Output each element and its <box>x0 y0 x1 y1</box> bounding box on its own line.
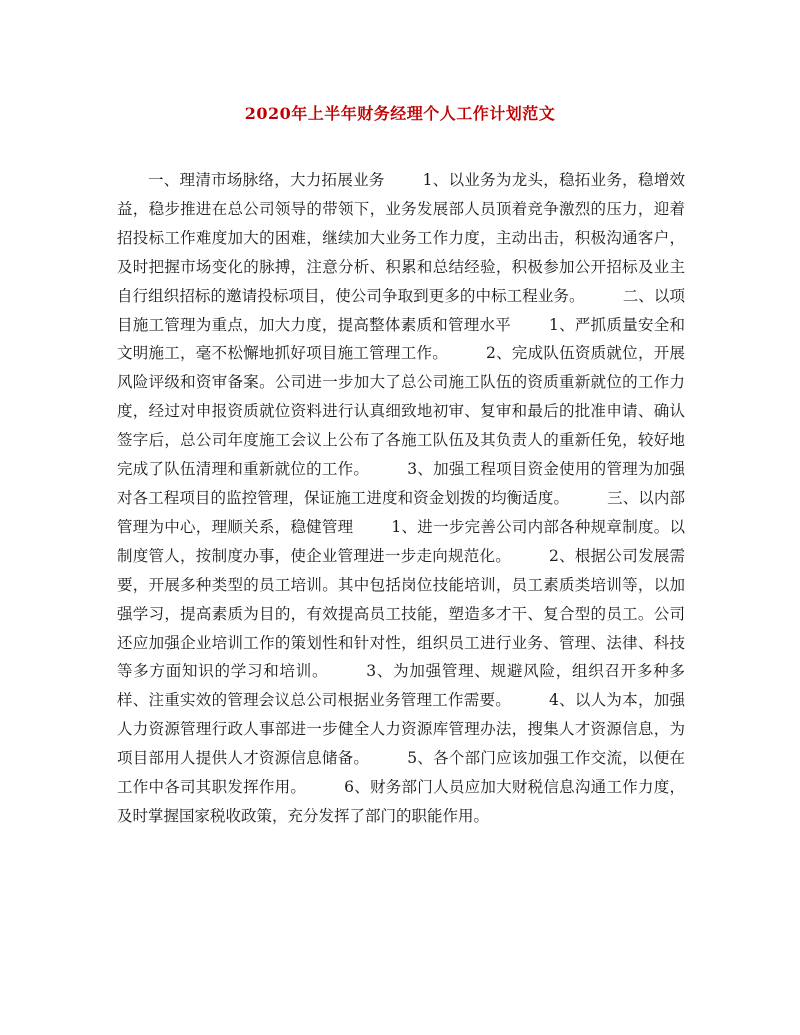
paragraph-segment: 3、加强工程项目资金使用的管理为加强对各工程项目的监控管理，保证施工进度和资金划拨的均衡适度。 <box>117 460 685 507</box>
section-heading-1: 一、理清市场脉络，大力拓展业务 <box>148 171 385 189</box>
paragraph-segment: 1、以业务为龙头，稳拓业务，稳增效益，稳步推进在总公司领导的带领下，业务发展部人员顶着竞争激烈的压力，迎着招投标工作难度加大的困难，继续加大业务工作力度，主动出击，积极沟通客户，及时把握市场变化的脉搏，注意分析、积累和总结经验，积极参加公开招标及业主自行组织招标的邀请投标项目，使公司争取到更多的中标工程业务。 <box>117 171 685 305</box>
document-body <box>117 166 685 831</box>
section-heading-2: 二、以项目施工管理为重点，加大力度，提高整体素质和管理水平 <box>117 286 685 334</box>
paragraph-segment: 5、各个部门应该加强工作交流，以便在工作中各司其职发挥作用。 <box>117 749 685 797</box>
paragraph-segment: 3、为加强管理、规避风险，组织召开多种多样、注重实效的管理会议总公司根据业务管理工作需要。 <box>117 662 685 710</box>
document-title: 2020年上半年财务经理个人工作计划范文 <box>244 104 556 123</box>
paragraph-segment: 4、以人为本，加强人力资源管理行政人事部进一步健全人力资源库管理办法，搜集人才资源信息，为项目部用人提供人才资源信息储备。 <box>117 691 685 768</box>
paragraph-segment: 6、财务部门人员应加大财税信息沟通工作力度，及时掌握国家税收政策，充分发挥了部门的职能作用。 <box>117 778 685 825</box>
paragraph-segment: 1、严抓质量安全和文明施工，毫不松懈地抓好项目施工管理工作。 <box>117 315 685 363</box>
paragraph-segment: 2、根据公司发展需要，开展多种类型的员工培训。其中包括岗位技能培训，员工素质类培训等，以加强学习，提高素质为目的，有效提高员工技能，塑造多才干、复合型的员工。公司还应加强企业培训工作的策划性和针对性，组织员工进行业务、管理、法律、科技等多方面知识的学习和培训。 <box>117 546 685 681</box>
section-heading-3: 三、以内部管理为中心，理顺关系，稳健管理 <box>117 488 685 536</box>
paragraph-segment: 2、完成队伍资质就位，开展风险评级和资审备案。公司进一步加大了总公司施工队伍的资质重新就位的工作力度，经过对申报资质就位资料进行认真细致地初审、复审和最后的批准申请、确认签字后，总公司年度施工会议上公布了各施工队伍及其负责人的重新任免，较好地完成了队伍清理和重新就位的工作。 <box>117 344 685 479</box>
paragraph-segment: 1、进一步完善公司内部各种规章制度。以制度管人，按制度办事，使企业管理进一步走向规范化。 <box>117 517 685 565</box>
